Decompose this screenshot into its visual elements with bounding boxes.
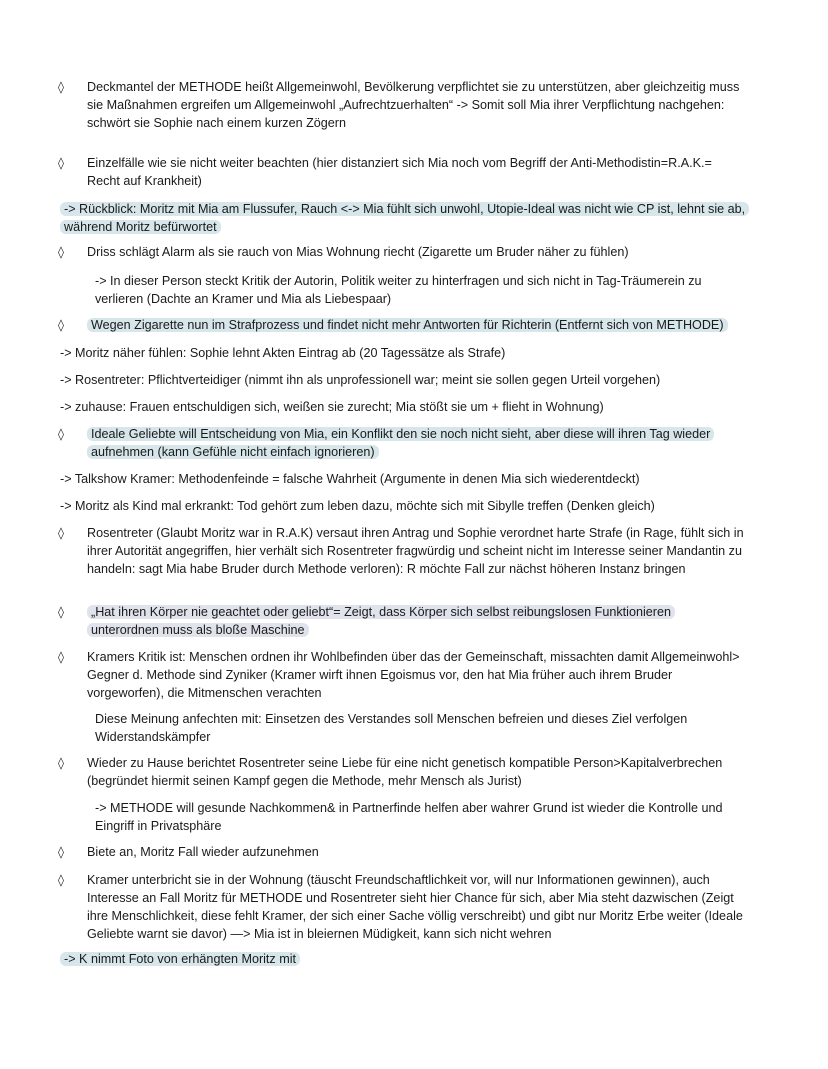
diamond-bullet-icon: ◊ (58, 156, 64, 170)
diamond-bullet-icon: ◊ (58, 873, 64, 887)
diamond-bullet-icon: ◊ (58, 318, 64, 332)
note-text: Deckmantel der METHODE heißt Allgemeinwohl, Bevölkerung verpflichtet sie zu unterstützen, aber gleichzeitig muss sie Maßnahmen ergreifen um Allgemeinwohl „Aufrechtzuerhalten“ -> Somit soll Mia ihrer Verpflichtung nachgehen: schwört sie Sophie nach einem kurzen Zögern (87, 80, 740, 130)
diamond-bullet-icon: ◊ (58, 756, 64, 770)
note-text: -> zuhause: Frauen entschuldigen sich, weißen sie zurecht; Mia stößt sie um + flieht in Wohnung) (60, 400, 604, 414)
note-text: Kramer unterbricht sie in der Wohnung (täuscht Freundschaftlichkeit vor, will nur Informationen gewinnen), auch Interesse an Fall Moritz für METHODE und Rosentreter sieht hier Chance für sich, aber Mia steht dazwischen (Zeigt ihre Menschlichkeit, diese fehlt Kramer, der sich einer Sache völlig verschreibt) und gibt nur Moritz Erbe weiter (Ideale Geliebte warnt sie davor) —> Mia ist in bleiernen Müdigkeit, kann sich nicht wehren (87, 873, 743, 941)
diamond-bullet-icon: ◊ (58, 427, 64, 441)
diamond-bullet-icon: ◊ (58, 605, 64, 619)
note-text: -> Talkshow Kramer: Methodenfeinde = falsche Wahrheit (Argumente in denen Mia sich wiederentdeckt) (60, 472, 640, 486)
highlighted-text: Ideale Geliebte will Entscheidung von Mia, ein Konflikt den sie noch nicht sieht, aber diese will ihren Tag wieder aufnehmen (kann Gefühle nicht einfach ignorieren) (87, 427, 714, 459)
note-text: Einzelfälle wie sie nicht weiter beachten (hier distanziert sich Mia noch vom Begriff der Anti-Methodistin=R.A.K.= Recht auf Krankheit) (87, 156, 712, 188)
note-text: Kramers Kritik ist: Menschen ordnen ihr Wohlbefinden über das der Gemeinschaft, missachten damit Allgemeinwohl> Gegner d. Methode sind Zyniker (Kramer wirft ihnen Egoismus vor, den hat Mia früher auch ihrem Bruder vorgeworfen), die Mitmenschen verachten (87, 650, 740, 700)
highlighted-text: Wegen Zigarette nun im Strafprozess und findet nicht mehr Antworten für Richterin (Entfernt sich von METHODE) (87, 318, 728, 332)
note-text: -> Moritz als Kind mal erkrankt: Tod gehört zum leben dazu, möchte sich mit Sibylle treffen (Denken gleich) (60, 499, 655, 513)
diamond-bullet-icon: ◊ (58, 526, 64, 540)
diamond-bullet-icon: ◊ (58, 245, 64, 259)
note-text: Driss schlägt Alarm als sie rauch von Mias Wohnung riecht (Zigarette um Bruder näher zu fühlen) (87, 245, 629, 259)
note-text: -> Moritz näher fühlen: Sophie lehnt Akten Eintrag ab (20 Tagessätze als Strafe) (60, 346, 506, 360)
highlighted-text: „Hat ihren Körper nie geachtet oder geliebt“= Zeigt, dass Körper sich selbst reibungslosen Funktionieren unterordnen muss als bloße Maschine (87, 605, 675, 637)
note-text: -> METHODE will gesunde Nachkommen& in Partnerfinde helfen aber wahrer Grund ist wieder die Kontrolle und Eingriff in Privatsphäre (95, 801, 723, 833)
note-text: Diese Meinung anfechten mit: Einsetzen des Verstandes soll Menschen befreien und dieses Ziel verfolgen Widerstandskämpfer (95, 712, 688, 744)
diamond-bullet-icon: ◊ (58, 80, 64, 94)
diamond-bullet-icon: ◊ (58, 845, 64, 859)
diamond-bullet-icon: ◊ (58, 650, 64, 664)
note-text: Rosentreter (Glaubt Moritz war in R.A.K) versaut ihren Antrag und Sophie verordnet harte Strafe (in Rage, fühlt sich in ihrer Autorität angegriffen, hier verhält sich Rosentreter fragwürdig und scheint nicht im Interesse seiner Mandantin zu handeln: sagt Mia habe Bruder durch Methode verloren): R möchte Fall zur nächst höheren Instanz bringen (87, 526, 744, 576)
note-text: Wieder zu Hause berichtet Rosentreter seine Liebe für eine nicht genetisch kompatible Person>Kapitalverbrechen (begründet hiermit seinen Kampf gegen die Methode, mehr Mensch als Jurist) (87, 756, 723, 788)
note-text: Biete an, Moritz Fall wieder aufzunehmen (87, 845, 319, 859)
note-text: -> Rosentreter: Pflichtverteidiger (nimmt ihn als unprofessionell war; meint sie sollen gegen Urteil vorgehen) (60, 373, 661, 387)
note-text: -> In dieser Person steckt Kritik der Autorin, Politik weiter zu hinterfragen und sich nicht in Tag-Träumerein zu verlieren (Dachte an Kramer und Mia als Liebespaar) (95, 274, 702, 306)
highlighted-text: -> Rückblick: Moritz mit Mia am Flussufer, Rauch <-> Mia fühlt sich unwohl, Utopie-Ideal was nicht wie CP ist, lehnt sie ab, während Moritz befürwortet (60, 202, 749, 234)
highlighted-text: -> K nimmt Foto von erhängten Moritz mit (60, 952, 300, 966)
